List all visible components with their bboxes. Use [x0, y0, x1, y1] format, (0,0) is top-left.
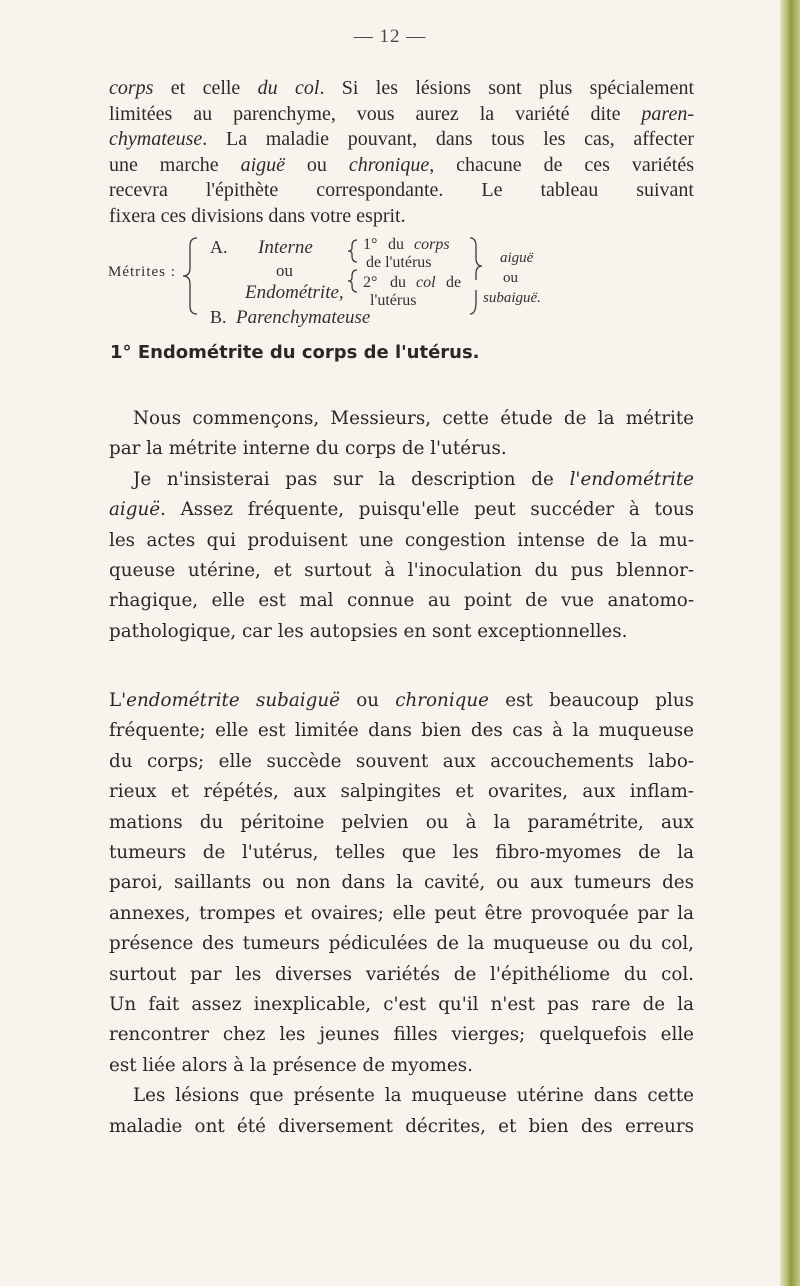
text-line: fixera ces divisions dans votre esprit. — [109, 204, 406, 227]
text-line: Un fait assez inexplicable, c'est qu'il n'est pas rare de la — [109, 994, 694, 1016]
category-a-or: ou — [276, 261, 293, 280]
site1-text: du — [388, 236, 404, 253]
text-line: tumeurs de l'utérus, telles que les fibro-myomes de la — [109, 842, 694, 864]
text-line: recevra l'épithète correspondante. Le tableau suivant — [109, 179, 694, 202]
text-line: rieux et répétés, aux salpingites et ovarites, aux inflam- — [109, 781, 694, 803]
text-line: mations du péritoine pelvien ou à la paramétrite, aux — [109, 811, 694, 833]
text-line: une marche aiguë ou chronique, chacune de ces variétés — [109, 153, 695, 176]
metrites-label: Métrites : — [108, 264, 176, 280]
category-a-title: Interne — [258, 237, 313, 258]
form-or: ou — [503, 270, 518, 286]
page-edge — [780, 0, 800, 1286]
paragraph-chronic — [109, 686, 694, 1142]
classification-table — [0, 0, 780, 330]
text-line: Je n'insisterai pas sur la description de l'endométrite — [133, 468, 695, 490]
site2-tail: de — [446, 274, 462, 291]
text-line: paroi, saillants ou non dans la cavité, ou aux tumeurs des — [109, 872, 694, 894]
site1-ital: corps — [414, 236, 450, 253]
text-line: chymateuse. La maladie pouvant, dans tous les cas, affecter — [109, 128, 694, 151]
form-subacute: subaiguë. — [483, 290, 541, 306]
paragraph-acute — [109, 404, 694, 647]
text-line: Les lésions que présente la muqueuse utérine dans cette — [133, 1085, 694, 1107]
site2-num: 2° — [363, 274, 378, 291]
text-line: surtout par les diverses variétés de l'épithéliome du col. — [109, 963, 694, 985]
text-line: Nous commençons, Messieurs, cette étude de la métrite — [133, 408, 694, 429]
section-heading — [110, 342, 710, 363]
big-left-brace — [183, 238, 197, 314]
heading-text: Endométrite du corps de l'utérus. — [137, 342, 480, 363]
site2-ital: col — [416, 274, 436, 291]
text-line: les actes qui produisent une congestion intense de la mu- — [109, 529, 694, 551]
brace-site2 — [348, 270, 357, 292]
page-number: — 12 — — [353, 26, 427, 47]
text-line: présence des tumeurs pédiculées de la muqueuse ou du col, — [109, 933, 694, 955]
right-brace-top — [470, 238, 482, 280]
site1-line2: de l'utérus — [366, 254, 432, 271]
text-line: maladie ont été diversement décrites, et bien des erreurs — [109, 1115, 694, 1137]
text-line: par la métrite interne du corps de l'utérus. — [109, 438, 507, 460]
site2-line2: l'utérus — [370, 292, 417, 309]
text-line: corps et celle du col. Si les lésions sont plus spécialement — [109, 77, 694, 99]
site2-text: du — [390, 274, 406, 291]
text-line: annexes, trompes et ovaires; elle peut être provoquée par la — [109, 902, 694, 924]
category-b-title: Parenchymateuse — [236, 307, 371, 328]
text-line: L'endométrite subaiguë ou chronique est beaucoup plus — [109, 690, 694, 711]
right-brace-bottom — [470, 290, 476, 314]
text-line: fréquente; elle est limitée dans bien des cas à la muqueuse — [109, 720, 694, 742]
text-line: pathologique, car les autopsies en sont exceptionnelles. — [109, 620, 628, 642]
category-a-label: A. — [210, 237, 228, 257]
brace-site1 — [348, 240, 357, 262]
site1-num: 1° — [363, 236, 378, 253]
heading-number: 1° — [110, 342, 132, 363]
text-line: aiguë. Assez fréquente, puisqu'elle peut succéder à tous — [109, 499, 694, 521]
text-line: queuse utérine, et surtout à l'inoculation du pus blennor- — [109, 560, 694, 582]
form-acute: aiguë — [500, 250, 534, 266]
text-line: limitées au parenchyme, vous aurez la variété dite paren- — [109, 102, 694, 125]
text-line: rhagique, elle est mal connue au point de vue anatomo- — [109, 590, 694, 612]
text-line: rencontrer chez les jeunes filles vierges; quelquefois elle — [109, 1024, 694, 1046]
text-line: est liée alors à la présence de myomes. — [109, 1054, 473, 1076]
category-b-label: B. — [210, 307, 227, 327]
category-a-alt: Endométrite, — [245, 282, 344, 303]
text-line: du corps; elle succède souvent aux accouchements labo- — [109, 750, 694, 772]
